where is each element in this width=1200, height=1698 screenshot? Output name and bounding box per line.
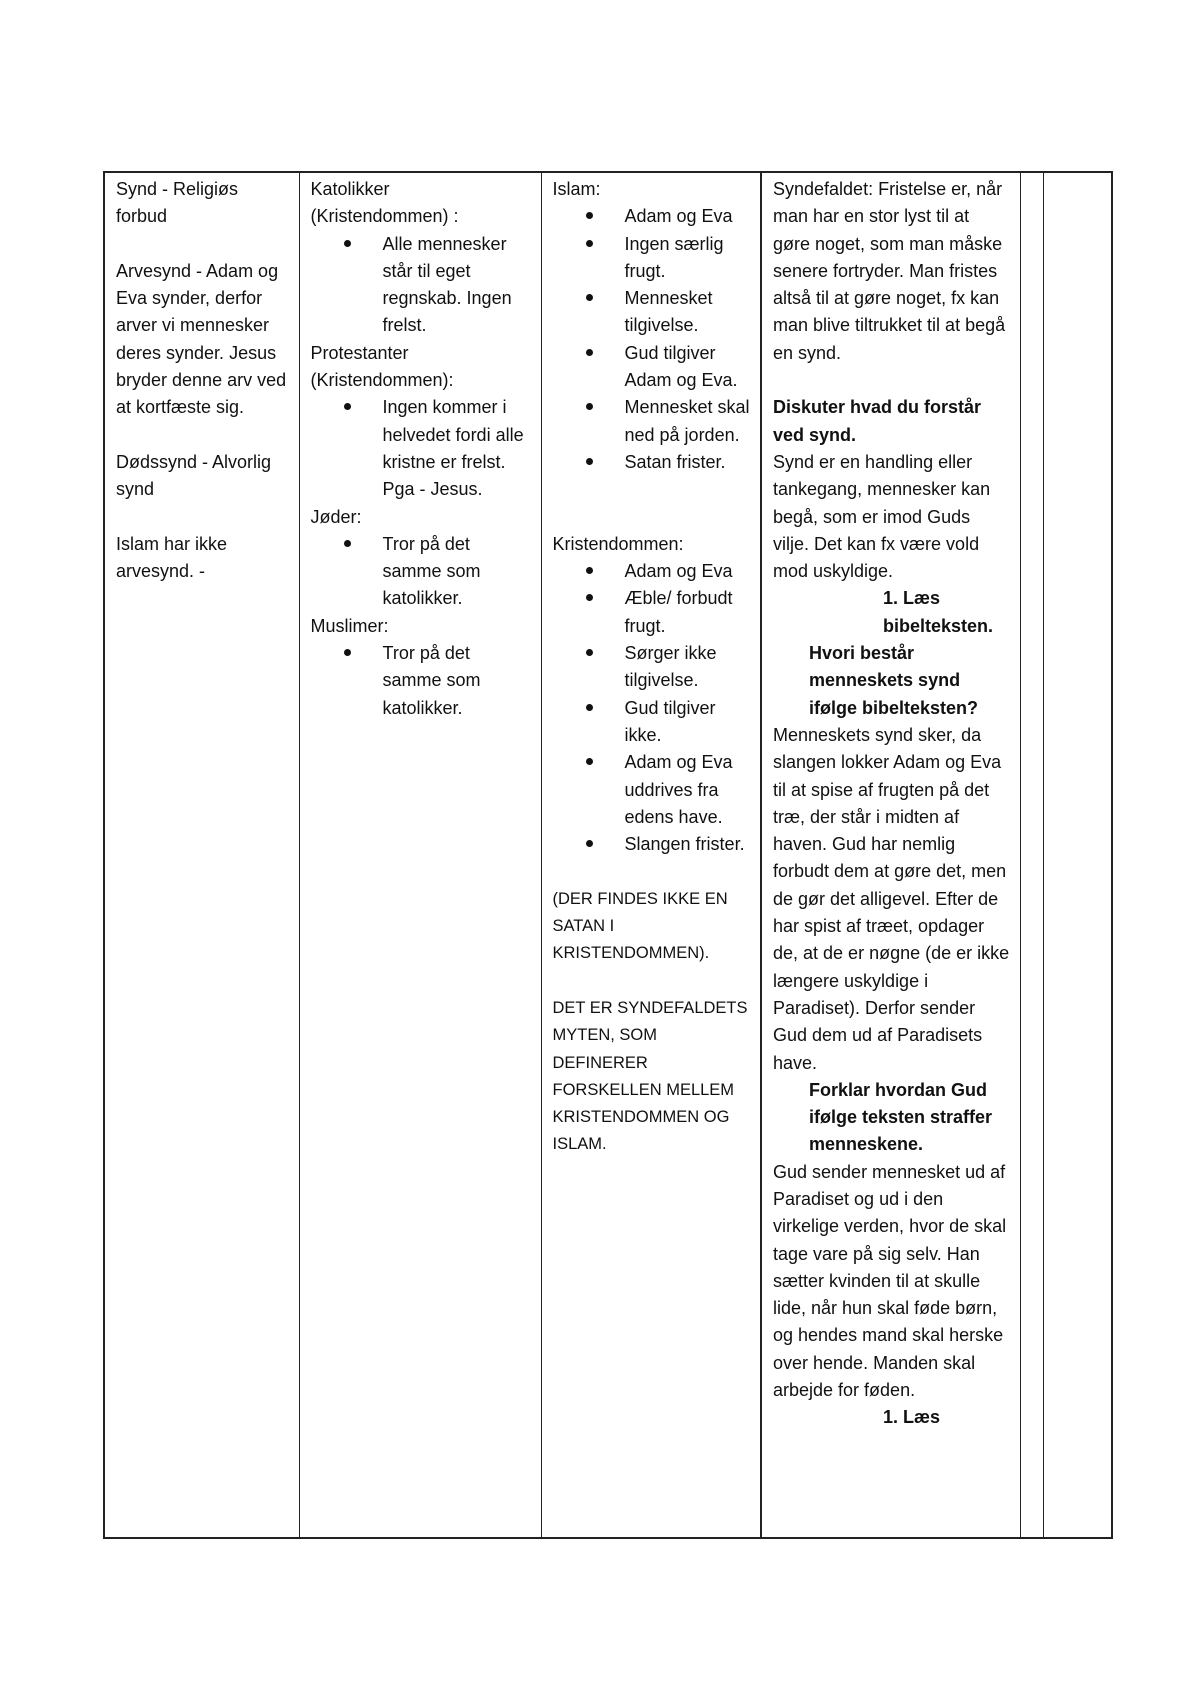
answer-forklar: Gud sender mennesket ud af Paradiset og ud i den virkelige verden, hvor de skal tage vare på sig selv. Han sætter kvinden til at skulle lide, når hun skal føde børn, og hendes mand skal herske over hende. Manden skal arbejde for føden. — [773, 1161, 1007, 1401]
definition-arvesynd: Arvesynd - Adam og Eva synder, derfor arver vi mennesker deres synder. Jesus bryder denne arv ved at kortfæste sig. — [116, 260, 287, 418]
heading-joder: Jøder: — [310, 506, 362, 527]
list-item: Mennesket tilgivelse. — [553, 285, 751, 340]
heading-protestanter: Protestanter (Kristendommen): — [310, 342, 454, 391]
list-item: Adam og Eva — [553, 203, 751, 230]
note-syndefald-myth: DET ER SYNDEFALDETS MYTEN, SOM DEFINERER FORSKELLEN MELLEM KRISTENDOMMEN OG ISLAM. — [552, 998, 748, 1154]
question-diskuter: Diskuter hvad du forstår ved synd. — [773, 397, 982, 445]
note-no-satan: (DER FINDES IKKE EN SATAN I KRISTENDOMMEN). — [552, 889, 728, 963]
column-syndefaldet — [761, 172, 1020, 1538]
list-item: Adam og Eva — [553, 558, 751, 585]
heading-muslimer: Muslimer: — [310, 615, 389, 636]
list-item: Ingen særlig frugt. — [553, 231, 751, 286]
list-joder — [311, 531, 531, 613]
list-item: Adam og Eva uddrives fra edens have. — [553, 749, 751, 831]
empty-column — [1043, 172, 1112, 1538]
list-katolikker — [311, 231, 531, 340]
list-protestanter — [311, 394, 531, 503]
definition-dodssynd: Dødssynd - Alvorlig synd — [116, 451, 272, 500]
column-definitions — [104, 172, 299, 1538]
column-religions — [299, 172, 541, 1538]
notes-table — [103, 171, 1113, 1539]
syndefaldet-intro: Syndefaldet: Fristelse er, når man har en stor lyst til at gøre noget, som man måske senere fortryder. Man fristes altså til at gøre noget, fx kan man blive tiltrukket til at begå en synd. — [773, 179, 1006, 363]
definition-synd: Synd - Religiøs forbud — [116, 179, 239, 227]
list-item: Æble/ forbudt frugt. — [553, 585, 751, 640]
answer-diskuter: Synd er en handling eller tankegang, mennesker kan begå, som er imod Guds vilje. Det kan fx være vold mod uskyldige. — [773, 451, 991, 582]
column-comparison — [541, 172, 761, 1538]
list-islam — [553, 203, 751, 476]
table-row — [104, 172, 1112, 1538]
list-item: Gud tilgiver ikke. — [553, 695, 751, 750]
list-muslimer — [311, 640, 531, 722]
task-laes: 1. Læs — [883, 1407, 941, 1428]
list-item: Tror på det samme som katolikker. — [311, 531, 531, 613]
list-item: Mennesket skal ned på jorden. — [553, 394, 751, 449]
heading-katolikker: Katolikker (Kristendommen) : — [310, 179, 459, 227]
list-item: Ingen kommer i helvedet fordi alle kristne er frelst. Pga - Jesus. — [311, 394, 531, 503]
list-item: Alle mennesker står til eget regnskab. Ingen frelst. — [311, 231, 531, 340]
list-item: Gud tilgiver Adam og Eva. — [553, 340, 751, 395]
heading-islam: Islam: — [552, 179, 601, 199]
heading-kristendommen: Kristendommen: — [552, 533, 684, 554]
list-kristendommen — [553, 558, 751, 858]
list-item: Tror på det samme som katolikker. — [311, 640, 531, 722]
list-item: Satan frister. — [553, 449, 751, 476]
list-item: Sørger ikke tilgivelse. — [553, 640, 751, 695]
question-forklar: Forklar hvordan Gud ifølge teksten straffer menneskene. — [809, 1079, 993, 1155]
task-laes-bibelteksten: 1. Læs bibelteksten. — [883, 588, 994, 636]
empty-column-narrow — [1020, 172, 1043, 1538]
note-islam-arvesynd: Islam har ikke arvesynd. - — [116, 533, 228, 582]
answer-hvori: Menneskets synd sker, da slangen lokker Adam og Eva til at spise af frugten på det træ, der står i midten af haven. Gud har nemlig forbudt dem at gøre det, men de gør det alligevel. Efter de har spist af træet, opdager de, at de er nøgne (de er ikke længere uskyldige i Paradiset). Derfor sender Gud dem ud af Paradisets have. — [773, 724, 1010, 1073]
list-item: Slangen frister. — [553, 831, 751, 858]
question-hvori: Hvori består menneskets synd ifølge bibelteksten? — [809, 643, 979, 718]
